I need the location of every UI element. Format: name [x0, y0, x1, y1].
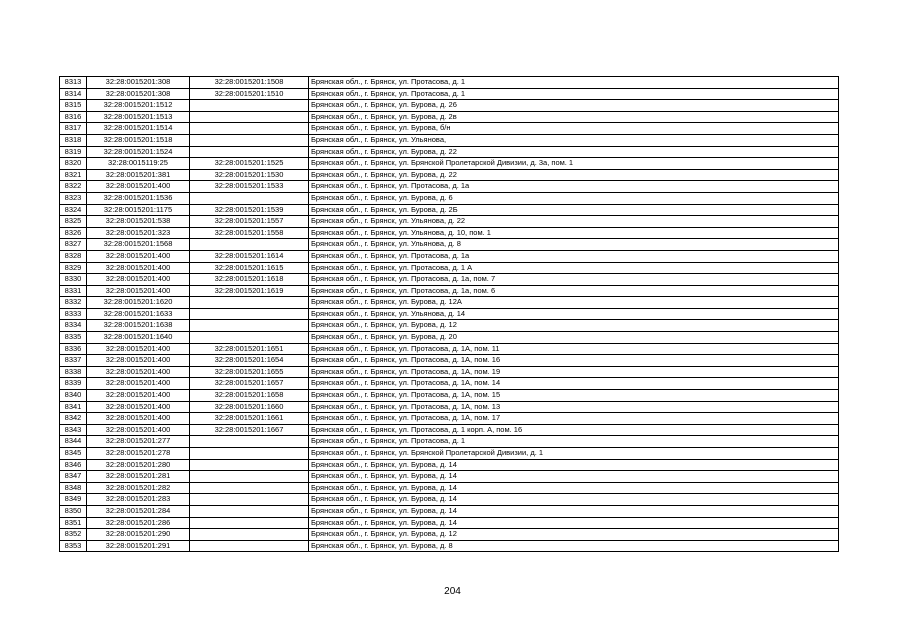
cadastral-number-cell: 32:28:0015201:1620 [87, 297, 190, 309]
table-row [60, 204, 839, 216]
premises-cadastral-number-cell [190, 297, 309, 309]
premises-cadastral-number-cell [190, 146, 309, 158]
table-row [60, 169, 839, 181]
table-row [60, 158, 839, 170]
row-number-cell: 8326 [60, 227, 87, 239]
address-cell: Брянская обл., г. Брянск, ул. Бурова, д. 14 [309, 459, 839, 471]
row-number-cell: 8349 [60, 494, 87, 506]
cadastral-number-cell: 32:28:0015201:283 [87, 494, 190, 506]
premises-cadastral-number-cell: 32:28:0015201:1660 [190, 401, 309, 413]
cadastral-number-cell: 32:28:0015201:282 [87, 482, 190, 494]
premises-cadastral-number-cell: 32:28:0015201:1539 [190, 204, 309, 216]
premises-cadastral-number-cell [190, 123, 309, 135]
address-cell: Брянская обл., г. Брянск, ул. Протасова, д. 1А, пом. 14 [309, 378, 839, 390]
table-row [60, 134, 839, 146]
address-cell: Брянская обл., г. Брянск, ул. Протасова, д. 1 [309, 77, 839, 89]
row-number-cell: 8318 [60, 134, 87, 146]
row-number-cell: 8347 [60, 471, 87, 483]
cadastral-number-cell: 32:28:0015201:1524 [87, 146, 190, 158]
premises-cadastral-number-cell: 32:28:0015201:1525 [190, 158, 309, 170]
premises-cadastral-number-cell: 32:28:0015201:1530 [190, 169, 309, 181]
premises-cadastral-number-cell: 32:28:0015201:1619 [190, 285, 309, 297]
address-cell: Брянская обл., г. Брянск, ул. Бурова, б/н [309, 123, 839, 135]
address-cell: Брянская обл., г. Брянск, ул. Бурова, д. 2в [309, 111, 839, 123]
row-number-cell: 8321 [60, 169, 87, 181]
address-cell: Брянская обл., г. Брянск, ул. Протасова, д. 1А, пом. 16 [309, 355, 839, 367]
premises-cadastral-number-cell: 32:28:0015201:1510 [190, 88, 309, 100]
address-cell: Брянская обл., г. Брянск, ул. Протасова, д. 1А, пом. 15 [309, 390, 839, 402]
cadastral-number-cell: 32:28:0015201:400 [87, 250, 190, 262]
cadastral-number-cell: 32:28:0015201:1536 [87, 192, 190, 204]
row-number-cell: 8348 [60, 482, 87, 494]
row-number-cell: 8339 [60, 378, 87, 390]
premises-cadastral-number-cell: 32:28:0015201:1615 [190, 262, 309, 274]
premises-cadastral-number-cell: 32:28:0015201:1557 [190, 216, 309, 228]
premises-cadastral-number-cell: 32:28:0015201:1658 [190, 390, 309, 402]
address-cell: Брянская обл., г. Брянск, ул. Брянской Пролетарской Дивизии, д. 1 [309, 448, 839, 460]
table-row [60, 448, 839, 460]
cadastral-number-cell: 32:28:0015201:286 [87, 517, 190, 529]
row-number-cell: 8332 [60, 297, 87, 309]
cadastral-number-cell: 32:28:0015201:400 [87, 181, 190, 193]
cadastral-number-cell: 32:28:0015201:400 [87, 355, 190, 367]
cadastral-number-cell: 32:28:0015201:1568 [87, 239, 190, 251]
cadastral-number-cell: 32:28:0015201:1514 [87, 123, 190, 135]
premises-cadastral-number-cell [190, 436, 309, 448]
cadastral-number-cell: 32:28:0015201:308 [87, 88, 190, 100]
table-row [60, 332, 839, 344]
row-number-cell: 8330 [60, 274, 87, 286]
row-number-cell: 8334 [60, 320, 87, 332]
premises-cadastral-number-cell [190, 505, 309, 517]
row-number-cell: 8344 [60, 436, 87, 448]
address-cell: Брянская обл., г. Брянск, ул. Ульянова, [309, 134, 839, 146]
table-row [60, 494, 839, 506]
table-row [60, 413, 839, 425]
table-row [60, 181, 839, 193]
premises-cadastral-number-cell [190, 448, 309, 460]
premises-cadastral-number-cell [190, 332, 309, 344]
premises-cadastral-number-cell: 32:28:0015201:1533 [190, 181, 309, 193]
table-row [60, 308, 839, 320]
premises-cadastral-number-cell [190, 239, 309, 251]
cadastral-number-cell: 32:28:0015201:400 [87, 401, 190, 413]
cadastral-number-cell: 32:28:0015201:381 [87, 169, 190, 181]
address-cell: Брянская обл., г. Брянск, ул. Протасова, д. 1 [309, 88, 839, 100]
address-cell: Брянская обл., г. Брянск, ул. Бурова, д. 12А [309, 297, 839, 309]
row-number-cell: 8350 [60, 505, 87, 517]
cadastral-number-cell: 32:28:0015201:538 [87, 216, 190, 228]
cadastral-number-cell: 32:28:0015201:290 [87, 529, 190, 541]
cadastral-number-cell: 32:28:0015201:280 [87, 459, 190, 471]
address-cell: Брянская обл., г. Брянск, ул. Протасова, д. 1а, пом. 7 [309, 274, 839, 286]
cadastral-number-cell: 32:28:0015201:400 [87, 274, 190, 286]
address-cell: Брянская обл., г. Брянск, ул. Ульянова, д. 22 [309, 216, 839, 228]
row-number-cell: 8313 [60, 77, 87, 89]
address-cell: Брянская обл., г. Брянск, ул. Бурова, д. 2Б [309, 204, 839, 216]
row-number-cell: 8327 [60, 239, 87, 251]
address-cell: Брянская обл., г. Брянск, ул. Протасова, д. 1а [309, 250, 839, 262]
address-cell: Брянская обл., г. Брянск, ул. Брянской Пролетарской Дивизии, д. 3а, пом. 1 [309, 158, 839, 170]
row-number-cell: 8340 [60, 390, 87, 402]
table-row [60, 355, 839, 367]
premises-cadastral-number-cell: 32:28:0015201:1654 [190, 355, 309, 367]
premises-cadastral-number-cell [190, 471, 309, 483]
table-row [60, 343, 839, 355]
row-number-cell: 8352 [60, 529, 87, 541]
premises-cadastral-number-cell: 32:28:0015201:1655 [190, 366, 309, 378]
premises-cadastral-number-cell [190, 482, 309, 494]
row-number-cell: 8335 [60, 332, 87, 344]
cadastral-number-cell: 32:28:0015201:291 [87, 540, 190, 552]
row-number-cell: 8342 [60, 413, 87, 425]
table-row [60, 320, 839, 332]
row-number-cell: 8315 [60, 100, 87, 112]
address-cell: Брянская обл., г. Брянск, ул. Бурова, д. 12 [309, 320, 839, 332]
row-number-cell: 8353 [60, 540, 87, 552]
cadastral-number-cell: 32:28:0015201:400 [87, 366, 190, 378]
row-number-cell: 8333 [60, 308, 87, 320]
premises-cadastral-number-cell [190, 459, 309, 471]
table-row [60, 285, 839, 297]
address-cell: Брянская обл., г. Брянск, ул. Бурова, д. 22 [309, 146, 839, 158]
row-number-cell: 8351 [60, 517, 87, 529]
address-cell: Брянская обл., г. Брянск, ул. Бурова, д. 14 [309, 494, 839, 506]
table-row [60, 274, 839, 286]
cadastral-number-cell: 32:28:0015201:1640 [87, 332, 190, 344]
address-cell: Брянская обл., г. Брянск, ул. Бурова, д. 22 [309, 169, 839, 181]
row-number-cell: 8345 [60, 448, 87, 460]
address-cell: Брянская обл., г. Брянск, ул. Бурова, д. 14 [309, 471, 839, 483]
address-cell: Брянская обл., г. Брянск, ул. Протасова, д. 1а [309, 181, 839, 193]
cadastral-number-cell: 32:28:0015201:1175 [87, 204, 190, 216]
cadastral-number-cell: 32:28:0015201:400 [87, 262, 190, 274]
address-cell: Брянская обл., г. Брянск, ул. Бурова, д. 8 [309, 540, 839, 552]
table-row [60, 146, 839, 158]
cadastral-number-cell: 32:28:0015201:1518 [87, 134, 190, 146]
premises-cadastral-number-cell: 32:28:0015201:1651 [190, 343, 309, 355]
cadastral-number-cell: 32:28:0015201:400 [87, 343, 190, 355]
table-row [60, 227, 839, 239]
table-row [60, 390, 839, 402]
premises-cadastral-number-cell [190, 111, 309, 123]
row-number-cell: 8322 [60, 181, 87, 193]
property-registry-table [59, 76, 839, 552]
table-row [60, 366, 839, 378]
row-number-cell: 8323 [60, 192, 87, 204]
table-row [60, 378, 839, 390]
cadastral-number-cell: 32:28:0015201:278 [87, 448, 190, 460]
cadastral-number-cell: 32:28:0015201:1512 [87, 100, 190, 112]
table-row [60, 517, 839, 529]
cadastral-number-cell: 32:28:0015201:400 [87, 424, 190, 436]
cadastral-number-cell: 32:28:0015201:1633 [87, 308, 190, 320]
table-row [60, 250, 839, 262]
row-number-cell: 8341 [60, 401, 87, 413]
cadastral-number-cell: 32:28:0015201:400 [87, 413, 190, 425]
address-cell: Брянская обл., г. Брянск, ул. Протасова, д. 1а, пом. 6 [309, 285, 839, 297]
table-row [60, 482, 839, 494]
cadastral-number-cell: 32:28:0015201:400 [87, 378, 190, 390]
cadastral-number-cell: 32:28:0015201:400 [87, 285, 190, 297]
premises-cadastral-number-cell [190, 100, 309, 112]
table-row [60, 459, 839, 471]
cadastral-number-cell: 32:28:0015201:284 [87, 505, 190, 517]
table-row [60, 262, 839, 274]
address-cell: Брянская обл., г. Брянск, ул. Бурова, д. 26 [309, 100, 839, 112]
address-cell: Брянская обл., г. Брянск, ул. Бурова, д. 14 [309, 482, 839, 494]
table-row [60, 424, 839, 436]
cadastral-number-cell: 32:28:0015201:1513 [87, 111, 190, 123]
row-number-cell: 8329 [60, 262, 87, 274]
address-cell: Брянская обл., г. Брянск, ул. Бурова, д. 14 [309, 517, 839, 529]
address-cell: Брянская обл., г. Брянск, ул. Протасова, д. 1А, пом. 19 [309, 366, 839, 378]
table-row [60, 77, 839, 89]
premises-cadastral-number-cell [190, 320, 309, 332]
row-number-cell: 8337 [60, 355, 87, 367]
premises-cadastral-number-cell [190, 134, 309, 146]
table-row [60, 88, 839, 100]
address-cell: Брянская обл., г. Брянск, ул. Протасова, д. 1 А [309, 262, 839, 274]
row-number-cell: 8338 [60, 366, 87, 378]
page-number: 204 [444, 586, 461, 597]
premises-cadastral-number-cell [190, 494, 309, 506]
address-cell: Брянская обл., г. Брянск, ул. Бурова, д. 20 [309, 332, 839, 344]
row-number-cell: 8317 [60, 123, 87, 135]
address-cell: Брянская обл., г. Брянск, ул. Ульянова, д. 8 [309, 239, 839, 251]
address-cell: Брянская обл., г. Брянск, ул. Ульянова, д. 10, пом. 1 [309, 227, 839, 239]
premises-cadastral-number-cell [190, 308, 309, 320]
table-row [60, 436, 839, 448]
row-number-cell: 8324 [60, 204, 87, 216]
premises-cadastral-number-cell: 32:28:0015201:1618 [190, 274, 309, 286]
cadastral-number-cell: 32:28:0015201:281 [87, 471, 190, 483]
table-row [60, 471, 839, 483]
cadastral-number-cell: 32:28:0015201:400 [87, 390, 190, 402]
row-number-cell: 8320 [60, 158, 87, 170]
row-number-cell: 8346 [60, 459, 87, 471]
address-cell: Брянская обл., г. Брянск, ул. Бурова, д. 12 [309, 529, 839, 541]
table-row [60, 505, 839, 517]
table-row [60, 529, 839, 541]
address-cell: Брянская обл., г. Брянск, ул. Бурова, д. 14 [309, 505, 839, 517]
address-cell: Брянская обл., г. Брянск, ул. Протасова, д. 1 [309, 436, 839, 448]
address-cell: Брянская обл., г. Брянск, ул. Протасова, д. 1А, пом. 11 [309, 343, 839, 355]
table-row [60, 239, 839, 251]
table-row [60, 100, 839, 112]
address-cell: Брянская обл., г. Брянск, ул. Протасова, д. 1 корп. А, пом. 16 [309, 424, 839, 436]
cadastral-number-cell: 32:28:0015201:308 [87, 77, 190, 89]
premises-cadastral-number-cell [190, 517, 309, 529]
address-cell: Брянская обл., г. Брянск, ул. Протасова, д. 1А, пом. 17 [309, 413, 839, 425]
premises-cadastral-number-cell [190, 540, 309, 552]
table-row [60, 192, 839, 204]
row-number-cell: 8343 [60, 424, 87, 436]
premises-cadastral-number-cell: 32:28:0015201:1657 [190, 378, 309, 390]
premises-cadastral-number-cell: 32:28:0015201:1508 [190, 77, 309, 89]
row-number-cell: 8328 [60, 250, 87, 262]
address-cell: Брянская обл., г. Брянск, ул. Бурова, д. 6 [309, 192, 839, 204]
table-row [60, 540, 839, 552]
table-row [60, 401, 839, 413]
premises-cadastral-number-cell: 32:28:0015201:1558 [190, 227, 309, 239]
cadastral-number-cell: 32:28:0015201:1638 [87, 320, 190, 332]
row-number-cell: 8325 [60, 216, 87, 228]
cadastral-number-cell: 32:28:0015201:277 [87, 436, 190, 448]
premises-cadastral-number-cell: 32:28:0015201:1667 [190, 424, 309, 436]
premises-cadastral-number-cell [190, 529, 309, 541]
row-number-cell: 8314 [60, 88, 87, 100]
premises-cadastral-number-cell: 32:28:0015201:1614 [190, 250, 309, 262]
row-number-cell: 8336 [60, 343, 87, 355]
table-row [60, 111, 839, 123]
row-number-cell: 8331 [60, 285, 87, 297]
premises-cadastral-number-cell: 32:28:0015201:1661 [190, 413, 309, 425]
table-row [60, 297, 839, 309]
row-number-cell: 8319 [60, 146, 87, 158]
cadastral-number-cell: 32:28:0015201:323 [87, 227, 190, 239]
table-body [60, 77, 839, 552]
cadastral-number-cell: 32:28:0015119:25 [87, 158, 190, 170]
address-cell: Брянская обл., г. Брянск, ул. Протасова, д. 1А, пом. 13 [309, 401, 839, 413]
row-number-cell: 8316 [60, 111, 87, 123]
premises-cadastral-number-cell [190, 192, 309, 204]
address-cell: Брянская обл., г. Брянск, ул. Ульянова, д. 14 [309, 308, 839, 320]
table-row [60, 216, 839, 228]
table-row [60, 123, 839, 135]
